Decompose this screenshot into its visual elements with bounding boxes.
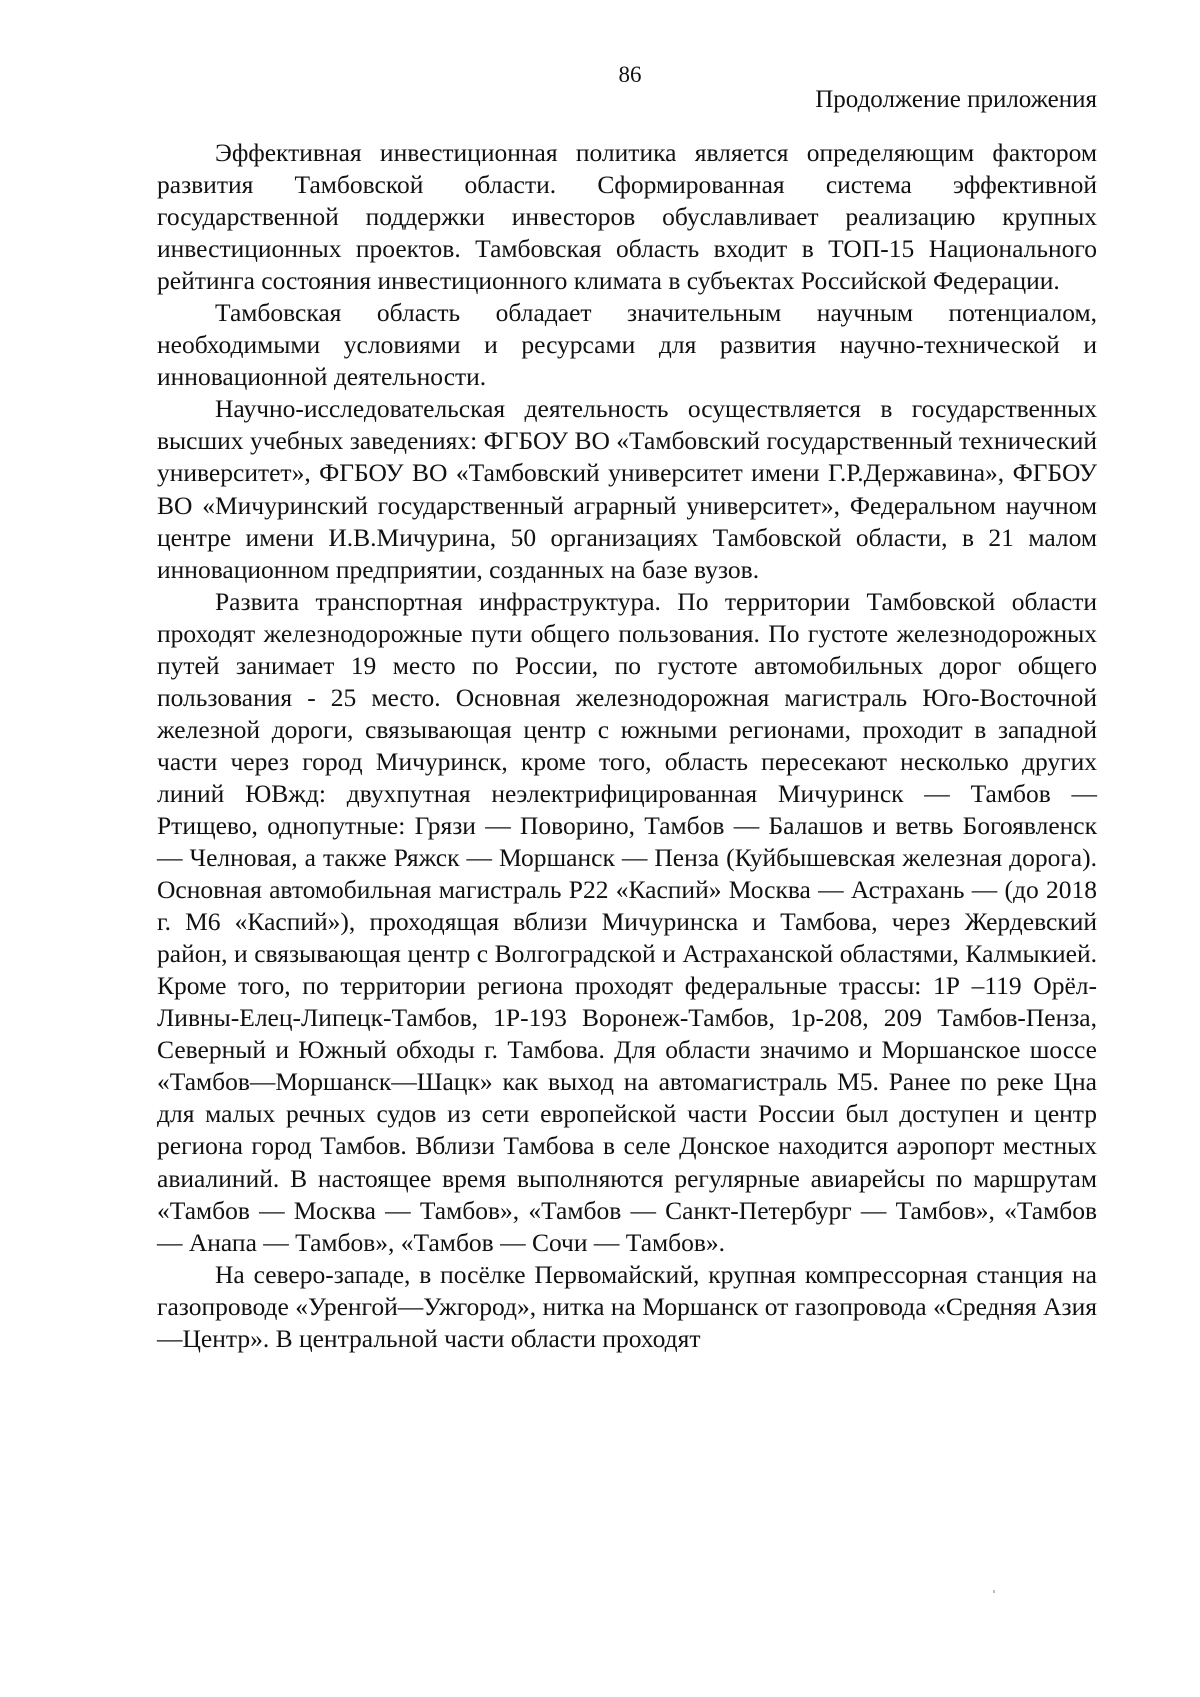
paragraph-scientific-potential: Тамбовская область обладает значительным научным потенциалом, необходимыми условиями и ресурсами для развития научно-технической и инновационной деятельности. xyxy=(157,298,1097,392)
scan-speck xyxy=(993,1590,995,1593)
paragraph-investment-policy: Эффективная инвестиционная политика является определяющим фактором развития Тамбовской области. Сформированная система эффективной государственной поддержки инвесторов обуславливает реализацию крупных инвестиционных проектов. Тамбовская область входит в ТОП-15 Национального рейтинга состояния инвестиционного климата в субъектах Российской Федерации. xyxy=(157,138,1097,296)
paragraph-research-activity: Научно-исследовательская деятельность осуществляется в государственных высших учебных заведениях: ФГБОУ ВО «Тамбовский государственный технический университет», ФГБОУ ВО «Тамбовский университет имени Г.Р.Державина», ФГБОУ ВО «Мичуринский государственный аграрный университет», Федеральном научном центре имени И.В.Мичурина, 50 организациях Тамбовской области, в 21 малом инновационном предприятии, созданных на базе вузов. xyxy=(157,394,1097,584)
body-text xyxy=(157,137,1097,1355)
page-number: 86 xyxy=(618,62,642,87)
paragraph-transport-infrastructure: Развита транспортная инфраструктура. По территории Тамбовской области проходят железнодорожные пути общего пользования. По густоте железнодорожных путей занимает 19 место по России, по густоте автомобильных дорог общего пользования - 25 место. Основная железнодорожная магистраль Юго-Восточной железной дороги, связывающая центр с южными регионами, проходит в западной части через город Мичуринск, кроме того, область пересекают несколько других линий ЮВжд: двухпутная неэлектрифицированная Мичуринск — Тамбов — Ртищево, однопутные: Грязи — Поворино, Тамбов — Балашов и ветвь Богоявленск — Челновая, а также Ряжск — Моршанск — Пенза (Куйбышевская железная дорога). Основная автомобильная магистраль Р22 «Каспий» Москва — Астрахань — (до 2018 г. М6 «Каспий»), проходящая вблизи Мичуринска и Тамбова, через Жердевский район, и связывающая центр с Волгоградской и Астраханской областями, Калмыкией. Кроме того, по территории региона проходят федеральные трассы: 1Р –119 Орёл-Ливны-Елец-Липецк-Тамбов, 1Р-193 Воронеж-Тамбов, 1р-208, 209 Тамбов-Пенза, Северный и Южный обходы г. Тамбова. Для области значимо и Моршанское шоссе «Тамбов—Моршанск—Шацк» как выход на автомагистраль М5. Ранее по реке Цна для малых речных судов из сети европейской части России был доступен и центр региона город Тамбов. Вблизи Тамбова в селе Донское находится аэропорт местных авиалиний. В настоящее время выполняются регулярные авиарейсы по маршрутам «Тамбов — Москва — Тамбов», «Тамбов — Санкт-Петербург — Тамбов», «Тамбов — Анапа — Тамбов», «Тамбов — Сочи — Тамбов». xyxy=(157,586,1097,1257)
continuation-label: Продолжение приложения xyxy=(815,86,1097,113)
paragraph-gas-pipelines: На северо-западе, в посёлке Первомайский, крупная компрессорная станция на газопроводе «Уренгой—Ужгород», нитка на Моршанск от газопровода «Средняя Азия—Центр». В центральной части области проходят xyxy=(157,1259,1097,1353)
